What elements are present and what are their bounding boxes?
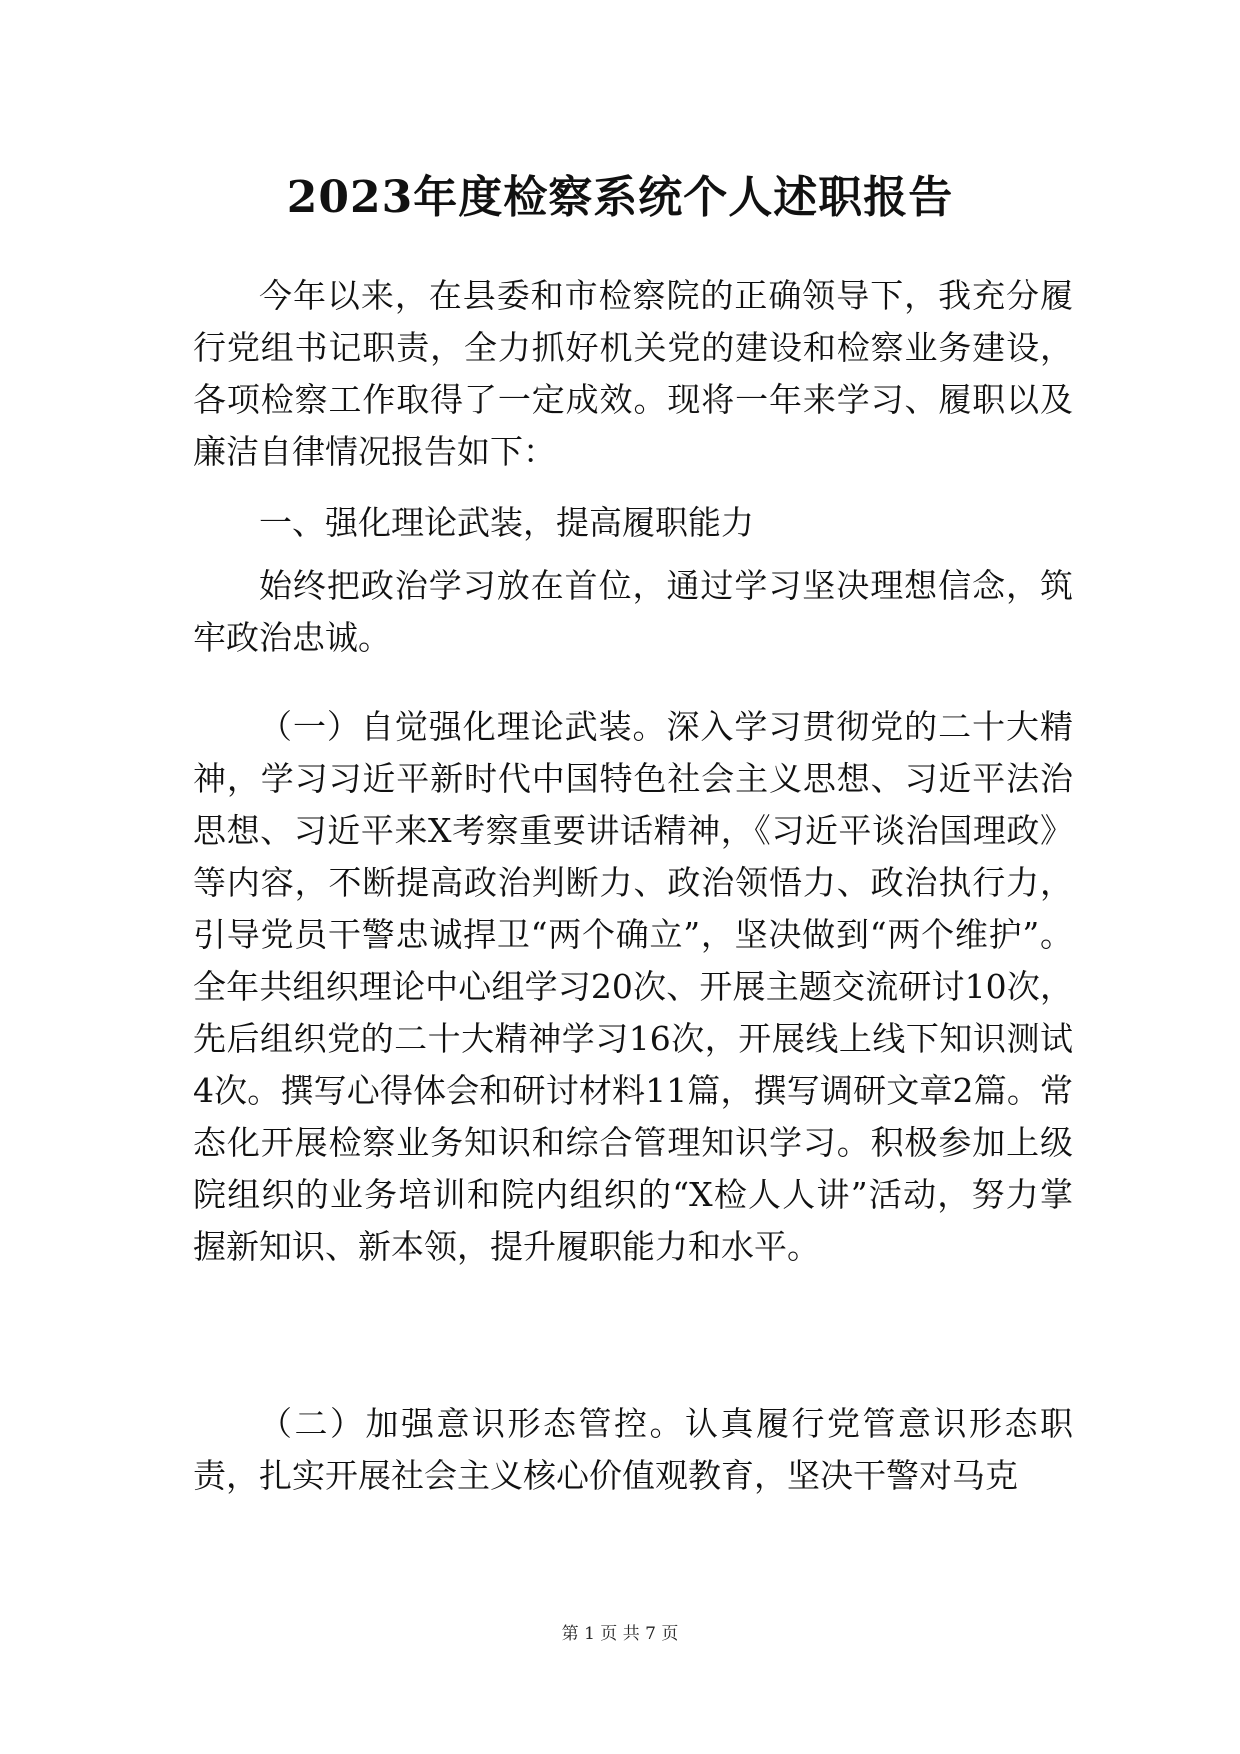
section-1-intro-paragraph: 始终把政治学习放在首位，通过学习坚决理想信念，筑牢政治忠诚。: [193, 566, 1073, 657]
intro-paragraph: 今年以来，在县委和市检察院的正确领导下，我充分履行党组书记职责，全力抓好机关党的建设和检察业务建设，各项检察工作取得了一定成效。现将一年来学习、履职以及廉洁自律情况报告如下：: [193, 276, 1073, 471]
document-title: 2023年度检察系统个人述职报告: [286, 172, 954, 223]
page-number-footer: 第 1 页 共 7 页: [561, 1624, 679, 1644]
subsection-1-paragraph: （一）自觉强化理论武装。深入学习贯彻党的二十大精神，学习习近平新时代中国特色社会主义思想、习近平法治思想、习近平来X考察重要讲话精神，《习近平谈治国理政》等内容，不断提高政治判断力、政治领悟力、政治执行力，引导党员干警忠诚捍卫“两个确立”，坚决做到“两个维护”。全年共组织理论中心组学习20次、开展主题交流研讨10次，先后组织党的二十大精神学习16次，开展线上线下知识测试4次。撰写心得体会和研讨材料11篇，撰写调研文章2篇。常态化开展检察业务知识和综合管理知识学习。积极参加上级院组织的业务培训和院内组织的“X检人人讲”活动，努力掌握新知识、新本领，提升履职能力和水平。: [193, 707, 1073, 1266]
subsection-2-paragraph: （二）加强意识形态管控。认真履行党管意识形态职责，扎实开展社会主义核心价值观教育，坚决干警对马克: [193, 1404, 1073, 1495]
section-heading-1: 一、强化理论武装，提高履职能力: [259, 503, 754, 542]
